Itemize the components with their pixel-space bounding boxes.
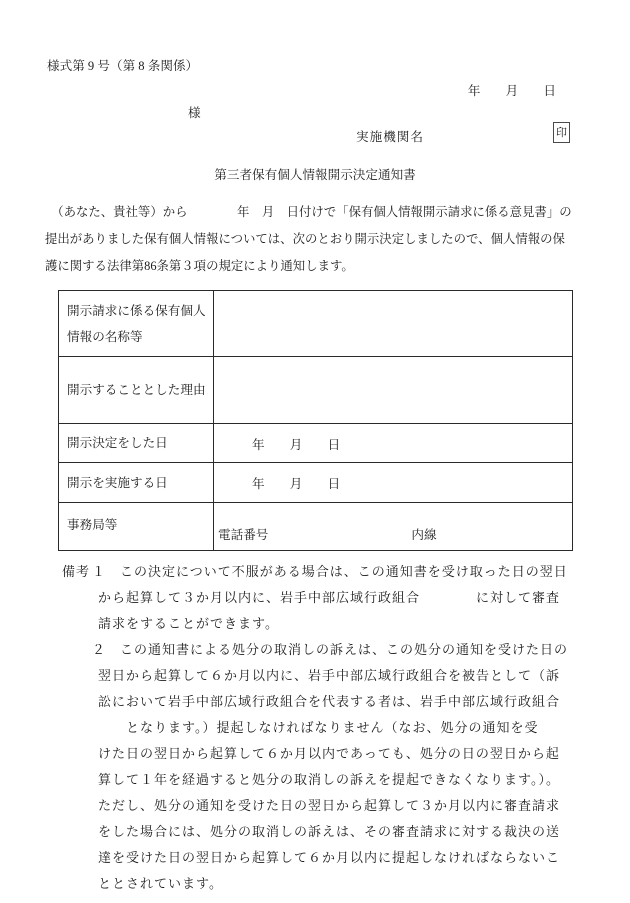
disclosure-decision-table [58, 290, 573, 551]
document-title: 第三者保有個人情報開示決定通知書 [214, 168, 416, 182]
intro-line: （あなた、貴社等）から 年 月 日付けで「保有個人情報開示請求に係る意見書」の [45, 205, 572, 219]
table-row [59, 424, 573, 463]
remarks-line: 請求をすることができます。 [98, 616, 279, 631]
table-row-label: 開示を実施する日 [59, 463, 214, 503]
date-line: 年 月 日 [467, 84, 556, 98]
table-row-value [214, 357, 573, 424]
remarks-line: ととされています。 [98, 876, 223, 891]
phone-number-label: 電話番号 [218, 528, 269, 542]
remarks-line: から起算して３か月以内に、岩手中部広域行政組合 に対して審査 [98, 590, 561, 605]
remarks-section [62, 559, 568, 897]
remarks-line: 達を受けた日の翌日から起算して６か月以内に提起しなければならないこ [98, 850, 561, 865]
table-row-value: 年 月 日 [214, 463, 573, 503]
table-row-label [59, 291, 214, 357]
intro-line: 提出がありました保有個人情報については、次のとおり開示決定しましたので、個人情報の保 [45, 232, 565, 246]
remarks-line: ２ この通知書による処分の取消しの訴えは、この処分の通知を受けた日の [92, 642, 569, 657]
table-row-label-line: 開示請求に係る保有個人 [67, 303, 206, 318]
remarks-line: 訟において岩手中部広域行政組合を代表する者は、岩手中部広域行政組合 [98, 694, 561, 709]
extension-label: 内線 [411, 528, 437, 542]
intro-paragraph [45, 199, 572, 280]
agency-name-label: 実施機関名 [356, 130, 424, 144]
table-row-label: 開示決定をした日 [59, 424, 214, 463]
table-row-label: 開示することとした理由 [59, 357, 214, 424]
remarks-heading: 備考 [62, 564, 91, 579]
table-row-value: 年 月 日 [214, 424, 573, 463]
table-row-value [214, 503, 573, 551]
form-number-label: 様式第 9 号（第 8 条関係） [47, 59, 199, 73]
remarks-line: 翌日から起算して６か月以内に、岩手中部広域行政組合を被告として（訴 [98, 668, 561, 683]
remarks-line: となります。）提起しなければなりません（なお、処分の通知を受 [98, 720, 539, 735]
table-row-label-line: 情報の名称等 [67, 329, 143, 344]
remarks-line: をした場合には、処分の取消しの訴えは、その審査請求に対する裁決の送 [98, 824, 561, 839]
table-row [59, 291, 573, 357]
table-row [59, 503, 573, 551]
seal-mark-icon: 印 [553, 122, 570, 143]
remarks-line: ただし、処分の通知を受けた日の翌日から起算して３か月以内に審査請求 [98, 798, 561, 813]
remarks-line: けた日の翌日から起算して６か月以内であっても、処分の日の翌日から起 [98, 746, 560, 761]
intro-line: 護に関する法律第86条第３項の規定により通知します。 [45, 259, 354, 273]
remarks-line: 算して１年を経過すると処分の取消しの訴えを提起できなくなります。）。 [98, 772, 560, 787]
table-row-value [214, 291, 573, 357]
addressee-honorific: 様 [188, 106, 201, 120]
table-row [59, 463, 573, 503]
table-row [59, 357, 573, 424]
table-row-label: 事務局等 [59, 503, 214, 551]
remarks-line: １ この決定について不服がある場合は、この通知書を受け取った日の翌日 [92, 564, 568, 579]
